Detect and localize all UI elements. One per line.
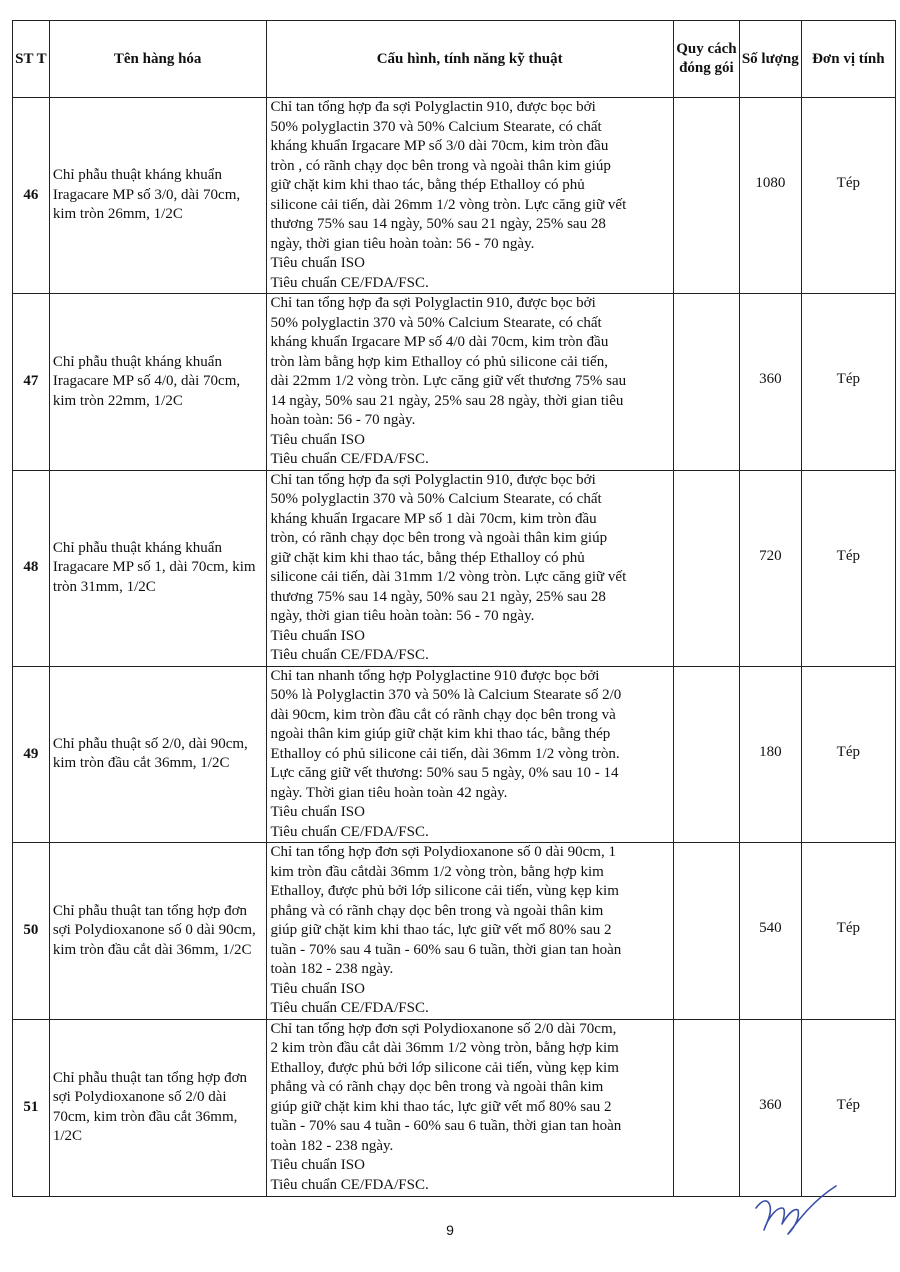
spec-line: 50% polyglactin 370 và 50% Calcium Stearate, có chất <box>270 314 602 331</box>
spec-line: kháng khuẩn Irgacare MP số 4/0 dài 70cm, kim tròn đầu <box>270 334 609 350</box>
row-product-name: Chỉ phẫu thuật kháng khuẩn Iragacare MP số 1, dài 70cm, kim tròn 31mm, 1/2C <box>49 470 266 666</box>
spec-line: Chỉ tan nhanh tổng hợp Polyglactine 910 được bọc bởi <box>270 667 600 684</box>
spec-line: Lực căng giữ vết thương: 50% sau 5 ngày, 0% sau 10 - 14 <box>270 765 619 781</box>
row-quantity <box>739 470 801 666</box>
page-number: 9 <box>446 1222 454 1238</box>
row-packaging <box>673 98 739 294</box>
table-row <box>13 843 896 1020</box>
row-stt: 49 <box>13 666 50 843</box>
row-packaging <box>673 470 739 666</box>
row-packaging <box>673 1019 739 1196</box>
spec-line: Tiêu chuẩn CE/FDA/FSC. <box>270 1176 429 1193</box>
table-row <box>13 470 896 666</box>
spec-line: ngoài thân kim giúp giữ chặt kim khi thao tác, bằng thép <box>270 726 611 742</box>
spec-line: ngày. Thời gian tiêu hoàn toàn 42 ngày. <box>270 784 508 801</box>
spec-line: Chỉ tan tổng hợp đơn sợi Polydioxanone số 2/0 dài 70cm, <box>270 1020 617 1037</box>
spec-line: 50% polyglactin 370 và 50% Calcium Stearate, có chất <box>270 118 602 135</box>
row-packaging <box>673 843 739 1020</box>
unit-value: Tép <box>836 371 860 387</box>
spec-line: 50% là Polyglactin 370 và 50% là Calcium Stearate số 2/0 <box>270 687 622 703</box>
spec-line: toàn 182 - 238 ngày. <box>270 961 394 977</box>
unit-value: Tép <box>836 920 860 936</box>
spec-line: kháng khuẩn Irgacare MP số 1 dài 70cm, kim tròn đầu <box>270 510 597 527</box>
row-quantity <box>739 294 801 471</box>
row-stt: 48 <box>13 470 50 666</box>
spec-line: giữ chặt kim khi thao tác, bằng thép Ethalloy có phủ <box>270 177 585 193</box>
spec-line: Chỉ tan tổng hợp đa sợi Polyglactin 910, được bọc bởi <box>270 471 596 488</box>
row-product-name: Chỉ phẫu thuật số 2/0, dài 90cm, kim tròn đầu cắt 36mm, 1/2C <box>49 666 266 843</box>
spec-line: ngày, thời gian tiêu hoàn toàn: 56 - 70 ngày. <box>270 235 535 252</box>
spec-line: Tiêu chuẩn ISO <box>270 431 365 448</box>
spec-line: giúp giữ chặt kim khi thao tác, lực giữ vết mổ 80% sau 2 <box>270 1098 612 1115</box>
spec-line: tuần - 70% sau 4 tuần - 60% sau 6 tuần, thời gian tan hoàn <box>270 1118 622 1134</box>
spec-line: giữ chặt kim khi thao tác, bằng thép Ethalloy có phủ <box>270 549 585 566</box>
spec-line: tròn , có rãnh chạy dọc bên trong và ngoài thân kim giúp <box>270 157 611 174</box>
row-unit <box>801 294 895 471</box>
spec-line: Tiêu chuẩn ISO <box>270 627 365 644</box>
signature-icon <box>748 1178 840 1236</box>
unit-value: Tép <box>836 175 860 191</box>
spec-line: Ethalloy, được phủ bởi lớp silicone cải tiến, vùng kẹp kim <box>270 883 619 899</box>
row-product-name: Chỉ phẫu thuật kháng khuẩn Iragacare MP số 4/0, dài 70cm, kim tròn 22mm, 1/2C <box>49 294 266 471</box>
spec-line: kháng khuẩn Irgacare MP số 3/0 dài 70cm, kim tròn đầu <box>270 138 609 154</box>
spec-line: Tiêu chuẩn ISO <box>270 980 365 997</box>
row-stt: 47 <box>13 294 50 471</box>
header-pack: Quy cách đóng gói <box>673 21 739 98</box>
header-spec: Cấu hình, tính năng kỹ thuật <box>266 21 673 98</box>
row-spec <box>266 294 673 471</box>
spec-line: silicone cải tiến, dài 31mm 1/2 vòng tròn. Lực căng giữ vết <box>270 569 627 585</box>
row-stt: 50 <box>13 843 50 1020</box>
row-spec <box>266 98 673 294</box>
quantity-value: 360 <box>759 1096 782 1113</box>
spec-line: Tiêu chuẩn ISO <box>270 1157 365 1173</box>
spec-line: Ethalloy có phủ silicone cải tiến, dài 36mm 1/2 vòng tròn. <box>270 745 620 762</box>
row-spec <box>266 470 673 666</box>
row-packaging <box>673 294 739 471</box>
spec-line: kim tròn đầu cắtdài 36mm 1/2 vòng tròn, bằng hợp kim <box>270 863 604 880</box>
header-qty: Số lượng <box>739 21 801 98</box>
row-spec <box>266 666 673 843</box>
spec-line: Tiêu chuẩn ISO <box>270 255 365 271</box>
spec-line: Tiêu chuẩn ISO <box>270 804 365 820</box>
spec-line: tròn, có rãnh chạy dọc bên trong và ngoài thân kim giúp <box>270 530 608 546</box>
row-product-name: Chỉ phẫu thuật kháng khuẩn Iragacare MP số 3/0, dài 70cm, kim tròn 26mm, 1/2C <box>49 98 266 294</box>
spec-line: tròn làm bằng hợp kim Ethalloy có phủ silicone cải tiến, <box>270 353 608 370</box>
header-unit: Đơn vị tính <box>801 21 895 98</box>
quantity-value: 180 <box>759 743 782 760</box>
quantity-value: 720 <box>759 547 782 564</box>
row-product-name: Chỉ phẫu thuật tan tổng hợp đơn sợi Polydioxanone số 0 dài 90cm, kim tròn đầu cắt dài 36mm, 1/2C <box>49 843 266 1020</box>
row-quantity <box>739 843 801 1020</box>
table-row <box>13 294 896 471</box>
spec-line: toàn 182 - 238 ngày. <box>270 1137 394 1154</box>
row-quantity <box>739 98 801 294</box>
product-spec-table <box>12 20 896 1197</box>
spec-line: dài 90cm, kim tròn đầu cắt có rãnh chạy dọc bên trong và <box>270 706 616 723</box>
spec-line: phẳng và có rãnh chạy dọc bên trong và ngoài thân kim <box>270 1079 604 1095</box>
spec-line: Ethalloy, được phủ bởi lớp silicone cải tiến, vùng kẹp kim <box>270 1059 619 1076</box>
row-unit <box>801 98 895 294</box>
spec-line: Tiêu chuẩn CE/FDA/FSC. <box>270 647 429 663</box>
table-row <box>13 666 896 843</box>
row-quantity <box>739 666 801 843</box>
table-body <box>13 98 896 1197</box>
spec-line: dài 22mm 1/2 vòng tròn. Lực căng giữ vết thương 75% sau <box>270 373 627 389</box>
spec-line: Tiêu chuẩn CE/FDA/FSC. <box>270 451 429 467</box>
spec-line: hoàn toàn: 56 - 70 ngày. <box>270 412 416 428</box>
unit-value: Tép <box>836 743 860 760</box>
header-stt: ST T <box>13 21 50 98</box>
spec-line: Tiêu chuẩn CE/FDA/FSC. <box>270 823 429 840</box>
spec-line: Chỉ tan tổng hợp đa sợi Polyglactin 910, được bọc bởi <box>270 295 596 311</box>
spec-line: ngày, thời gian tiêu hoàn toàn: 56 - 70 ngày. <box>270 608 535 624</box>
spec-line: thương 75% sau 14 ngày, 50% sau 21 ngày, 25% sau 28 <box>270 216 606 232</box>
table-row <box>13 98 896 294</box>
unit-value: Tép <box>836 1096 860 1113</box>
spec-line: 50% polyglactin 370 và 50% Calcium Stearate, có chất <box>270 491 602 507</box>
spec-line: Tiêu chuẩn CE/FDA/FSC. <box>270 274 429 291</box>
quantity-value: 540 <box>759 920 782 936</box>
spec-line: thương 75% sau 14 ngày, 50% sau 21 ngày, 25% sau 28 <box>270 588 606 605</box>
unit-value: Tép <box>836 547 860 564</box>
spec-line: Chỉ tan tổng hợp đa sợi Polyglactin 910, được bọc bởi <box>270 99 596 115</box>
signature-stroke <box>756 1186 836 1234</box>
spec-line: giúp giữ chặt kim khi thao tác, lực giữ vết mổ 80% sau 2 <box>270 922 612 938</box>
row-quantity <box>739 1019 801 1196</box>
spec-line: silicone cải tiến, dài 26mm 1/2 vòng tròn. Lực căng giữ vết <box>270 196 627 213</box>
row-unit <box>801 1019 895 1196</box>
spec-line: Tiêu chuẩn CE/FDA/FSC. <box>270 1000 429 1016</box>
row-stt: 51 <box>13 1019 50 1196</box>
row-unit <box>801 666 895 843</box>
table-header <box>13 21 896 98</box>
spec-line: 14 ngày, 50% sau 21 ngày, 25% sau 28 ngày, thời gian tiêu <box>270 392 624 409</box>
header-row <box>13 21 896 98</box>
spec-line: tuần - 70% sau 4 tuần - 60% sau 6 tuần, thời gian tan hoàn <box>270 941 622 958</box>
row-stt: 46 <box>13 98 50 294</box>
row-spec <box>266 1019 673 1196</box>
quantity-value: 360 <box>759 371 782 387</box>
row-unit <box>801 843 895 1020</box>
spec-line: phẳng và có rãnh chạy dọc bên trong và ngoài thân kim <box>270 902 604 919</box>
row-product-name: Chỉ phẫu thuật tan tổng hợp đơn sợi Polydioxanone số 2/0 dài 70cm, kim tròn đầu cắt 36mm, 1/2C <box>49 1019 266 1196</box>
row-packaging <box>673 666 739 843</box>
row-spec <box>266 843 673 1020</box>
spec-line: Chỉ tan tổng hợp đơn sợi Polydioxanone số 0 dài 90cm, 1 <box>270 844 616 860</box>
row-unit <box>801 470 895 666</box>
table-row <box>13 1019 896 1196</box>
quantity-value: 1080 <box>755 175 786 191</box>
spec-line: 2 kim tròn đầu cắt dài 36mm 1/2 vòng tròn, bằng hợp kim <box>270 1040 619 1056</box>
header-name: Tên hàng hóa <box>49 21 266 98</box>
